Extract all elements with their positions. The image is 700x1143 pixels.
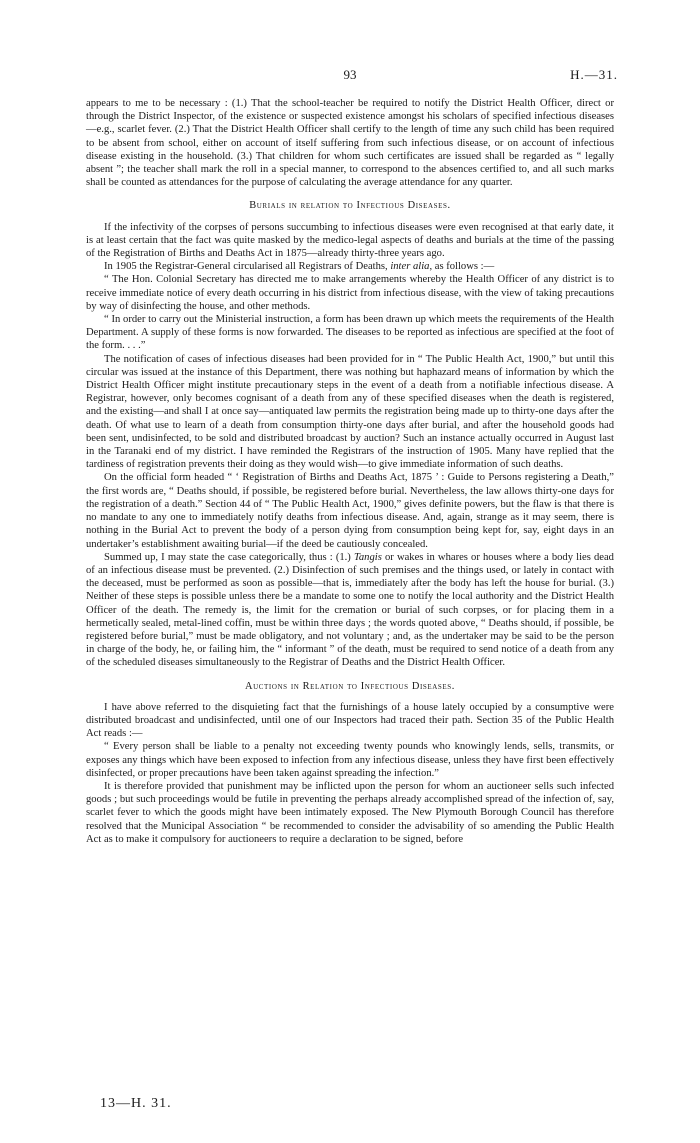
- page-number: 93: [343, 67, 357, 82]
- document-body: [86, 97, 614, 846]
- quoted-paragraph: “ Every person shall be liable to a penalty not exceeding twenty pounds who knowingly lends, sells, transmits, or exposes any things which have been exposed to infection from any infectious disease, unless they have first been effectively disinfected, or proper precautions have been taken against spreading the infection.”: [86, 741, 614, 779]
- quoted-paragraph: “ The Hon. Colonial Secretary has directed me to make arrangements whereby the Health Officer of any district is to receive immediate notice of every death occurring in his district from infectious disease, with the view of taking precautions by way of disinfecting the house, and other methods.: [86, 274, 614, 312]
- paragraph: The notification of cases of infectious diseases had been provided for in “ The Public Health Act, 1900,” but until this circular was issued at the instance of this Department, there was nothing but haphazard means of information by which the District Health Officer might institute precautionary steps in the event of a death from a notifiable infectious disease. A Registrar, however, only becomes cognisant of a death from any of these specified diseases when the death is registered, and the existing—and shall I at once say—antiquated law permits the registration being made up to thirty-one days after the death. Of what use to learn of a death from consumption thirty-one days after burial, and after the household goods had been sent, undisinfected, to be sold and distributed broadcast by auction? Such an instance actually occurred in August last in the Taranaki end of my district. I have reminded the Registrars of the instruction of 1905. Many have replied that the tardiness of registration prevents their doing as they would wish—to give immediate information of such deaths.: [86, 353, 614, 471]
- text-run: In 1905 the Registrar-General circularised all Registrars of Deaths,: [104, 261, 391, 273]
- section-heading-auctions: Auctions in Relation to Infectious Diseases.: [245, 680, 455, 692]
- text-run: or wakes in whares or houses where a body lies dead of an infectious disease must be prevented. (2.) Disinfection of such premises and the things used, or lately in contact with the deceased, must be performed as soon as possible—that is, immediately after the body has left the house for burial. (3.) Neither of these steps is possible unless there be a mandate to some one to notify the local authority and the District Health Officer of the death. The remedy is, the limit for the cremation or burial of such corpses, or for placing them in a hermetically sealed, metal-lined coffin, must be within three days ; the words quoted above, “ Deaths should, if possible, be registered before burial,” must be made obligatory, and not voluntary ; and, as the undertaker may be said to be the person in charge of the body, he, or failing him, the “ informant ” of the death, must be required to send notice of a death from any of the scheduled diseases simultaneously to the Registrar of Deaths and the District Health Officer.: [86, 551, 614, 669]
- paragraph: [86, 551, 614, 670]
- paragraph: If the infectivity of the corpses of persons succumbing to infectious diseases were even recognised at that early date, it is at least certain that the fact was quite masked by the medico-legal aspects of deaths and burials at the time of the passing of the Registration of Births and Deaths Act in 1875—already thirty-three years ago.: [86, 221, 614, 260]
- italic-text: inter alia: [390, 261, 430, 273]
- text-run: , as follows :—: [429, 261, 495, 273]
- section-heading-burials: Burials in relation to Infectious Diseases.: [249, 200, 451, 212]
- paragraph: [86, 260, 614, 273]
- document-code: H.—31.: [570, 67, 618, 82]
- paragraph: appears to me to be necessary : (1.) That the school-teacher be required to notify the District Health Officer, direct or through the District Inspector, of the existence or suspected existence amongst his scholars of specified infectious diseases—e.g., scarlet fever. (2.) That the District Health Officer shall certify to the length of time any such child has been required to be absent from school, either on account of itself suffering from such infectious disease, or on account of infectious disease existing in the household. (3.) That children for whom such certificates are issued shall be regarded as “ legally absent ”; the teacher shall mark the roll in a special manner, to correspond to the absences certified to, and all such marks shall be counted as attendances for the purpose of calculating the average attendance for any quarter.: [86, 98, 614, 189]
- quoted-paragraph: “ In order to carry out the Ministerial instruction, a form has been drawn up which meets the requirements of the Health Department. A supply of these forms is now forwarded. The diseases to be reported as infectious are specified at the foot of the form. . . .”: [86, 314, 614, 352]
- paragraph: It is therefore provided that punishment may be inflicted upon the person for whom an auctioneer sells such infected goods ; but such proceedings would be futile in preventing the perhaps already accomplished spread of the infection of, say, scarlet fever to which the goods might have been intimately exposed. The New Plymouth Borough Council has therefore resolved that the Municipal Association “ be recommended to consider the advisability of so amending the Public Health Act as to make it compulsory for auctioneers to require a declaration to be signed, before: [86, 780, 614, 845]
- paragraph: On the official form headed “ ‘ Registration of Births and Deaths Act, 1875 ’ : Guide to Persons registering a Death,” the first words are, “ Deaths should, if possible, be registered before burial. Nevertheless, the law allows thirty-one days for the registration of a death.” Section 44 of “ The Public Health Act, 1900,” gives definite powers, but the flaw is that there is no mandate to any one to immediately notify deaths from infectious disease. And, again, strange as it may seem, there is nothing in the Burial Act to prevent the body of a person dying from consumption being kept for, say, eight days in an undertaker’s establishment awaiting burial—if the deed be cautiously concealed.: [86, 472, 614, 550]
- italic-text: Tangis: [353, 551, 382, 563]
- text-run: Summed up, I may state the case categorically, thus : (1.): [104, 551, 354, 563]
- signature-mark: 13—H. 31.: [100, 1096, 172, 1111]
- paragraph: I have above referred to the disquieting fact that the furnishings of a house lately occupied by a consumptive were distributed broadcast and undisinfected, until one of our Inspectors had traced their path. Section 35 of the Public Health Act reads :—: [86, 701, 614, 740]
